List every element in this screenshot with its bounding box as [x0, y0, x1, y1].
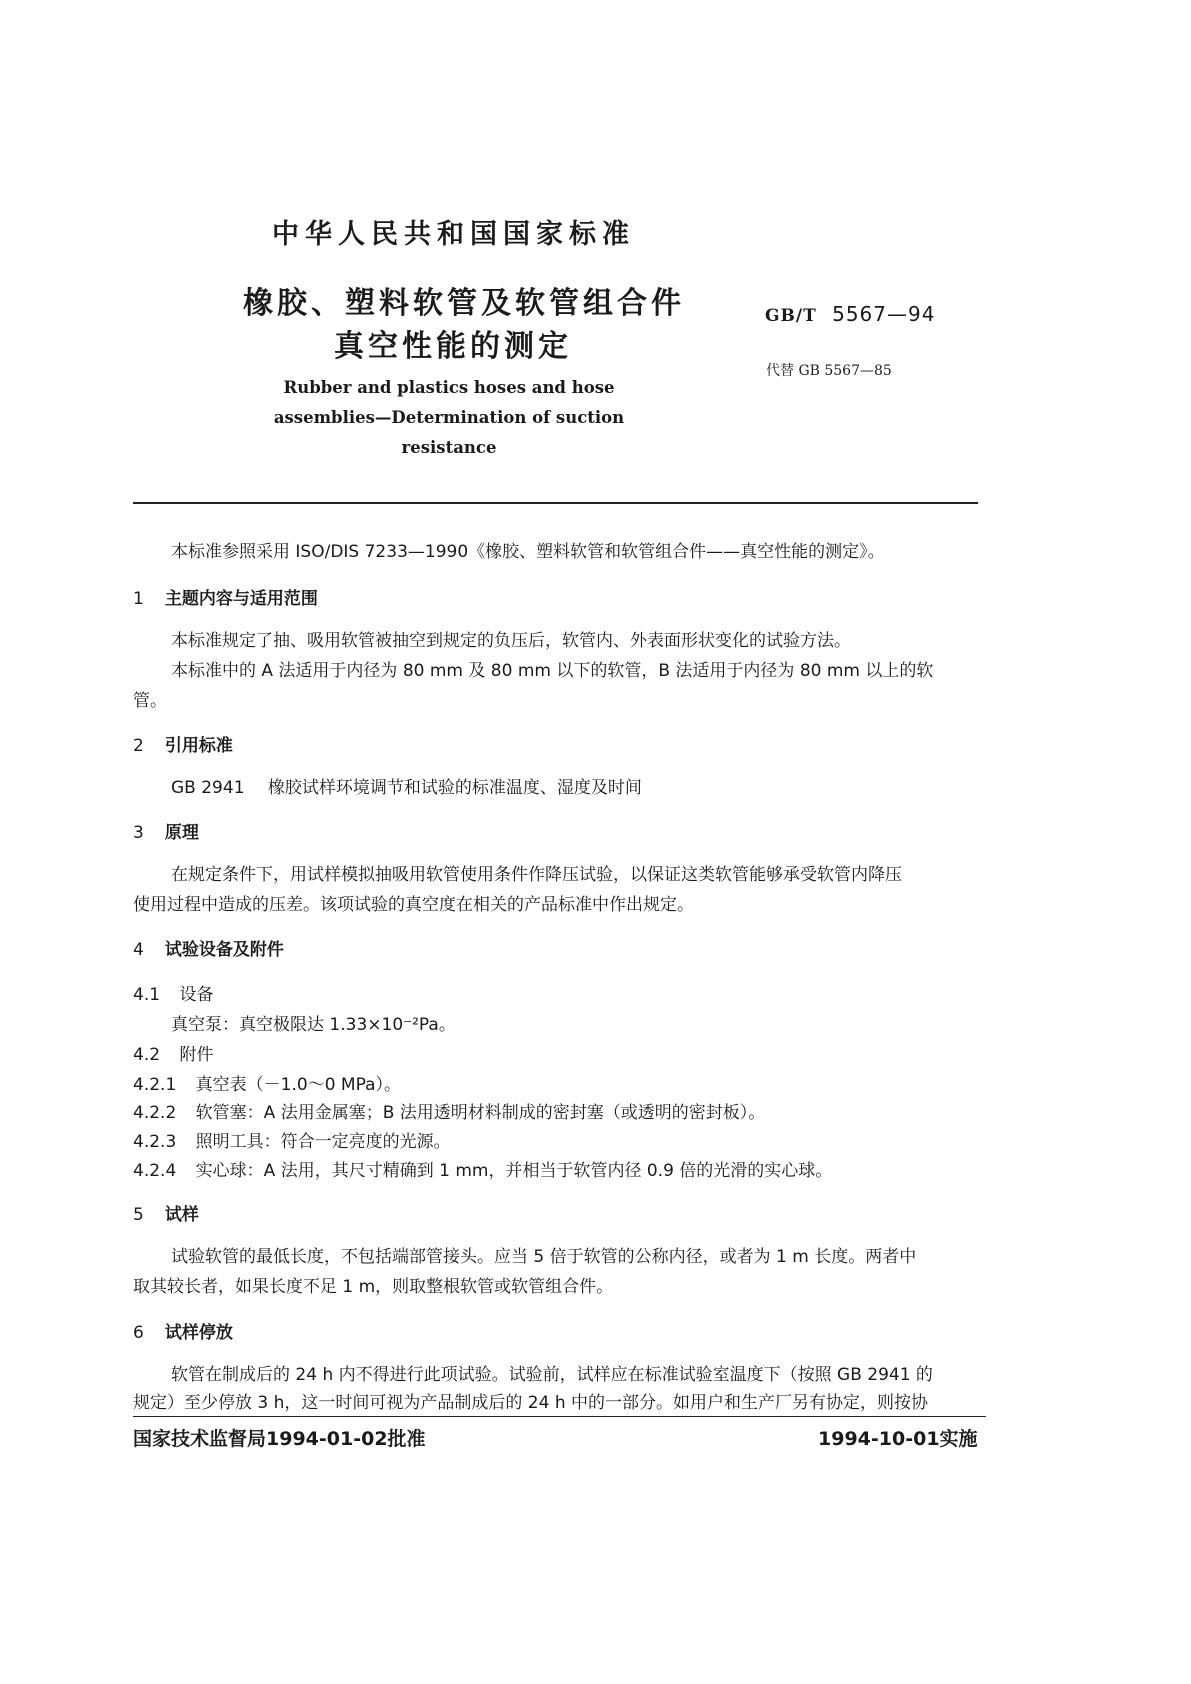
header-divider [133, 502, 978, 504]
item-number: 4.2.1 [133, 1075, 177, 1095]
section-6-number: 6 [133, 1323, 144, 1343]
item-4-2-4 [133, 1156, 832, 1181]
section-1-heading [133, 584, 318, 609]
section-1-number: 1 [133, 589, 144, 609]
reference-title: 橡胶试样环境调节和试验的标准温度、湿度及时间 [267, 778, 642, 798]
section-3-paragraph-b: 使用过程中造成的压差。该项试验的真空度在相关的产品标准中作出规定。 [133, 895, 694, 915]
intro-paragraph: 本标准参照采用 ISO/DIS 7233—1990《橡胶、塑料软管和软管组合件——真空性能的测定》。 [171, 542, 885, 562]
section-1-title: 主题内容与适用范围 [164, 589, 318, 609]
section-3-title: 原理 [164, 823, 199, 843]
effective-date: 1994-10-01实施 [818, 1428, 978, 1450]
section-4-heading [133, 935, 284, 960]
section-6-heading [133, 1318, 233, 1343]
item-text: 实心球：A 法用，其尺寸精确到 1 mm，并相当于软管内径 0.9 倍的光滑的实心球。 [195, 1161, 833, 1181]
replaces-note: 代替 GB 5567—85 [766, 363, 892, 379]
item-4-2-2 [133, 1098, 765, 1123]
english-title-line-3: resistance [401, 438, 497, 457]
section-1-paragraph-2b: 管。 [133, 691, 167, 711]
section-4-title: 试验设备及附件 [164, 940, 284, 960]
document-title-line-2: 真空性能的测定 [334, 329, 572, 364]
item-4-2-3 [133, 1127, 451, 1152]
section-5-heading [133, 1200, 199, 1225]
approval-date: 国家技术监督局1994-01-02批准 [133, 1428, 426, 1450]
reference-code: GB 2941 [171, 778, 245, 798]
item-number: 4.2.2 [133, 1103, 177, 1123]
item-text: 照明工具：符合一定亮度的光源。 [195, 1132, 451, 1152]
section-5-paragraph-b: 取其较长者，如果长度不足 1 m，则取整根软管或软管组合件。 [133, 1277, 614, 1297]
subsection-4-2-title: 附件 [179, 1045, 214, 1065]
standard-code: 5567—94 [832, 302, 936, 326]
subsection-4-2-number: 4.2 [133, 1045, 161, 1065]
section-1-paragraph-1: 本标准规定了抽、吸用软管被抽空到规定的负压后，软管内、外表面形状变化的试验方法。 [171, 631, 851, 651]
section-6-paragraph-a: 软管在制成后的 24 h 内不得进行此项试验。试验前，试样应在标准试验室温度下（按照 GB 2941 的 [171, 1365, 933, 1385]
section-3-heading [133, 818, 199, 843]
section-6-title: 试样停放 [164, 1323, 233, 1343]
subsection-4-1-heading [133, 980, 213, 1005]
standard-number [765, 302, 935, 326]
national-standard-heading: 中华人民共和国国家标准 [272, 219, 635, 250]
section-6-paragraph-b: 规定）至少停放 3 h，这一时间可视为产品制成后的 24 h 中的一部分。如用户和生产厂另有协定，则按协 [133, 1393, 929, 1413]
english-title-line-1: Rubber and plastics hoses and hose [283, 378, 615, 397]
item-number: 4.2.3 [133, 1132, 177, 1152]
section-1-paragraph-2a: 本标准中的 A 法适用于内径为 80 mm 及 80 mm 以下的软管，B 法适用于内径为 80 mm 以上的软 [171, 661, 934, 681]
subsection-4-1-number: 4.1 [133, 985, 161, 1005]
standard-prefix: GB/T [765, 306, 817, 326]
document-title-line-1: 橡胶、塑料软管及软管组合件 [243, 286, 685, 321]
section-5-paragraph-a: 试验软管的最低长度，不包括端部管接头。应当 5 倍于软管的公称内径，或者为 1 m 长度。两者中 [171, 1247, 917, 1267]
section-3-number: 3 [133, 823, 144, 843]
section-4-number: 4 [133, 940, 144, 960]
item-number: 4.2.4 [133, 1161, 177, 1181]
footer-divider [133, 1416, 986, 1417]
subsection-4-1-title: 设备 [179, 985, 214, 1005]
item-text: 软管塞：A 法用金属塞；B 法用透明材料制成的密封塞（或透明的密封板）。 [195, 1103, 766, 1123]
section-2-title: 引用标准 [164, 736, 233, 756]
subsection-4-2-heading [133, 1040, 213, 1065]
section-3-paragraph-a: 在规定条件下，用试样模拟抽吸用软管使用条件作降压试验，以保证这类软管能够承受软管内降压 [171, 865, 902, 885]
section-5-title: 试样 [164, 1205, 199, 1225]
item-text: 真空表（－1.0～0 MPa）。 [195, 1075, 401, 1095]
subsection-4-1-text: 真空泵：真空极限达 1.33×10⁻²Pa。 [171, 1015, 456, 1035]
section-5-number: 5 [133, 1205, 144, 1225]
section-2-number: 2 [133, 736, 144, 756]
english-title-line-2: assemblies—Determination of suction [273, 408, 625, 427]
reference-entry [171, 773, 642, 798]
item-4-2-1 [133, 1070, 401, 1095]
section-2-heading [133, 731, 233, 756]
